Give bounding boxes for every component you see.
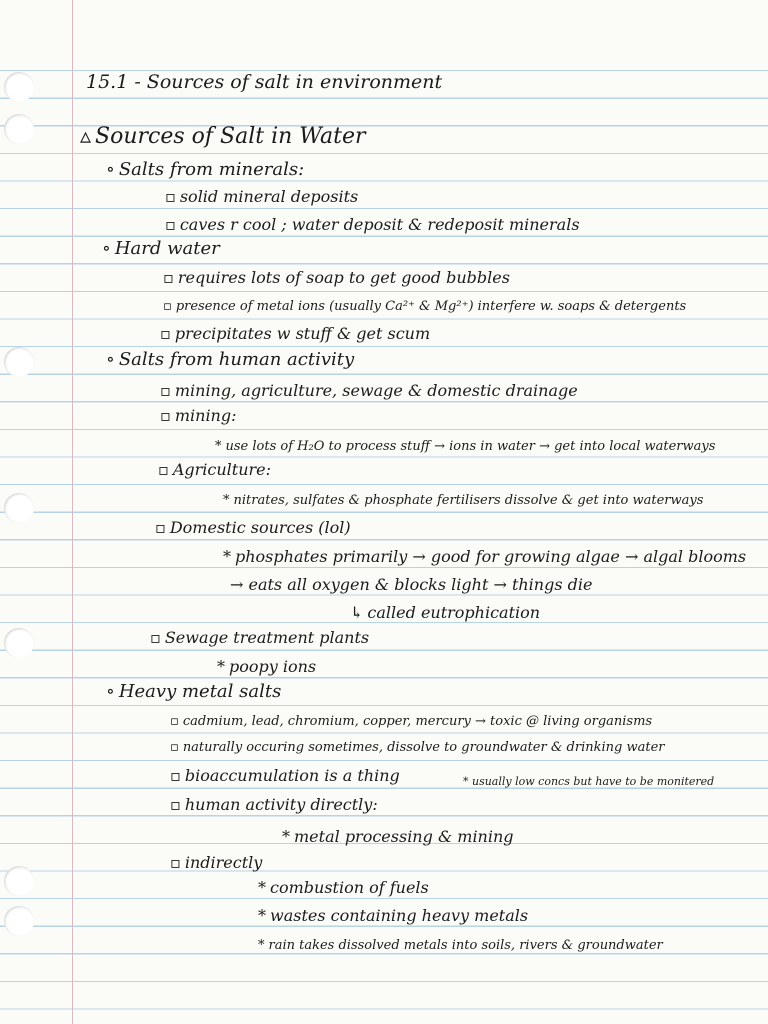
note-line [170, 715, 652, 728]
punch-hole [4, 628, 34, 658]
note-line [170, 797, 378, 813]
note-text: cadmium, lead, chromium, copper, mercury → toxic @ living organisms [182, 714, 653, 729]
note-line [160, 326, 430, 342]
note-text: use lots of H₂O to process stuff → ions in water → get into local waterways [225, 439, 716, 454]
note-line [170, 855, 262, 871]
star-marker-icon: * [282, 827, 290, 846]
star-marker-icon: * [217, 657, 225, 676]
side-note [463, 776, 714, 787]
note-line [258, 939, 663, 952]
note-line [163, 300, 686, 313]
bullet-icon: ∘ [106, 681, 115, 702]
note-text: nitrates, sulfates & phosphate fertilisers dissolve & get into waterways [233, 493, 704, 508]
note-text: presence of metal ions (usually Ca²⁺ & Mg²⁺) interfere w. soaps & detergents [175, 299, 687, 314]
note-text: mining, agriculture, sewage & domestic drainage [174, 381, 578, 400]
square-bullet-icon: ▫ [163, 299, 172, 314]
star-marker-icon: * [258, 906, 266, 925]
note-text: requires lots of soap to get good bubbles [177, 268, 510, 287]
note-text: bioaccumulation is a thing [184, 766, 400, 785]
note-line [217, 659, 316, 675]
note-line [163, 270, 510, 286]
square-bullet-icon: ▫ [165, 187, 176, 206]
note-line [160, 408, 237, 424]
square-bullet-icon: ▫ [170, 714, 179, 729]
note-line [158, 462, 271, 478]
square-bullet-icon: ▫ [160, 406, 171, 425]
punch-hole [4, 347, 34, 377]
note-line [215, 440, 715, 453]
note-line [170, 768, 400, 784]
note-text: indirectly [184, 853, 263, 872]
triangle-marker-icon: ▵ [80, 124, 92, 149]
note-text: → eats all oxygen & blocks light → things die [230, 575, 593, 594]
note-line [150, 630, 369, 646]
note-text: naturally occuring sometimes, dissolve to groundwater & drinking water [182, 740, 665, 755]
page-title [86, 73, 442, 92]
punch-hole [4, 72, 34, 102]
punch-hole [4, 114, 34, 144]
square-bullet-icon: ▫ [170, 795, 181, 814]
note-text: metal processing & mining [294, 827, 514, 846]
square-bullet-icon: ▫ [165, 215, 176, 234]
note-text: solid mineral deposits [179, 187, 359, 206]
note-text: Domestic sources (lol) [169, 518, 351, 537]
return-arrow-icon: ↳ [350, 603, 364, 622]
note-line [165, 217, 580, 233]
note-line [223, 494, 703, 507]
star-marker-icon: * [258, 878, 266, 897]
note-line [223, 549, 746, 565]
punch-hole [4, 493, 34, 523]
note-line [282, 829, 514, 845]
punch-hole [4, 906, 34, 936]
square-bullet-icon: ▫ [160, 381, 171, 400]
note-line [230, 577, 592, 593]
note-text: combustion of fuels [270, 878, 429, 897]
star-marker-icon: * [223, 493, 230, 508]
bullet-icon: ∘ [106, 159, 115, 180]
note-text: human activity directly: [184, 795, 378, 814]
note-line [106, 161, 304, 179]
note-line [170, 741, 664, 754]
note-text: Salts from human activity [118, 349, 355, 370]
star-marker-icon: * [223, 547, 231, 566]
note-line [160, 383, 578, 399]
note-line [106, 683, 281, 701]
square-bullet-icon: ▫ [163, 268, 174, 287]
section-heading [80, 126, 366, 148]
page-title-text: 15.1 - Sources of salt in environment [86, 71, 443, 93]
note-text: Salts from minerals: [118, 159, 305, 180]
note-text: Sewage treatment plants [164, 628, 370, 647]
note-line [165, 189, 358, 205]
note-line [102, 240, 220, 258]
square-bullet-icon: ▫ [160, 324, 171, 343]
note-text: mining: [174, 406, 237, 425]
note-line [155, 520, 351, 536]
note-line [106, 351, 354, 369]
page-top-margin [0, 0, 768, 58]
note-text: Agriculture: [172, 460, 272, 479]
note-text: Hard water [114, 238, 220, 259]
square-bullet-icon: ▫ [155, 518, 166, 537]
note-text: rain takes dissolved metals into soils, rivers & groundwater [268, 938, 663, 953]
note-text: poopy ions [229, 657, 317, 676]
note-text: Heavy metal salts [118, 681, 282, 702]
note-text: phosphates primarily → good for growing algae → algal blooms [235, 547, 747, 566]
star-marker-icon: * [215, 439, 222, 454]
note-text: * usually low concs but have to be monitered [463, 775, 715, 788]
bullet-icon: ∘ [102, 238, 111, 259]
section-heading-text: Sources of Salt in Water [95, 124, 366, 149]
punch-hole [4, 866, 34, 896]
note-text: wastes containing heavy metals [270, 906, 529, 925]
square-bullet-icon: ▫ [170, 766, 181, 785]
note-text: caves r cool ; water deposit & redeposit minerals [179, 215, 580, 234]
note-line [258, 908, 528, 924]
bullet-icon: ∘ [106, 349, 115, 370]
square-bullet-icon: ▫ [170, 740, 179, 755]
square-bullet-icon: ▫ [158, 460, 169, 479]
note-line [258, 880, 429, 896]
square-bullet-icon: ▫ [150, 628, 161, 647]
note-text: called eutrophication [367, 603, 541, 622]
margin-line [72, 0, 73, 1024]
star-marker-icon: * [258, 938, 265, 953]
square-bullet-icon: ▫ [170, 853, 181, 872]
note-line [350, 605, 540, 621]
note-text: precipitates w stuff & get scum [174, 324, 431, 343]
